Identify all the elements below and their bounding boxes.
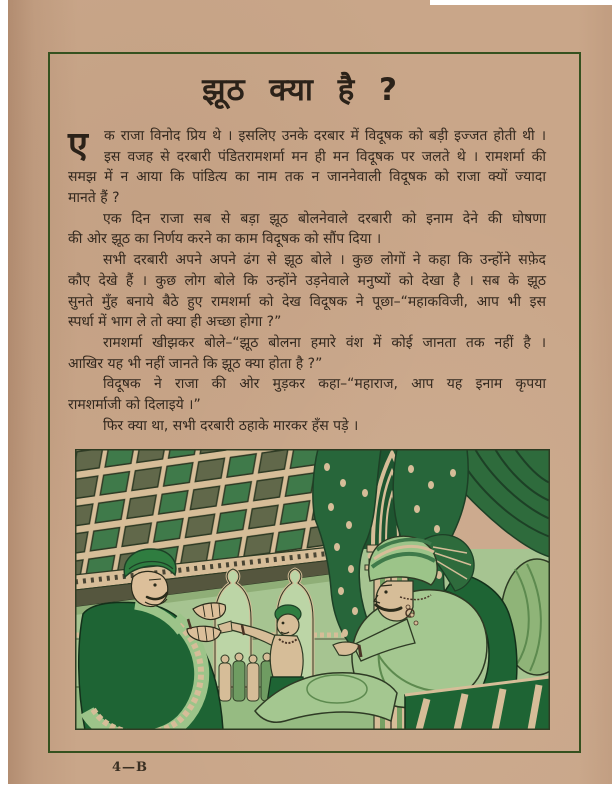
printer-signature: 4—B (112, 760, 149, 775)
text-line: इस वजह से दरबारी पंडितरामशर्मा मन ही मन विदूषक पर जलते थे । रामशर्मा की (104, 148, 546, 165)
court-scene-illustration (75, 449, 550, 730)
drop-cap: ए (68, 125, 88, 166)
paragraph-5 (68, 374, 546, 415)
text-line: क राजा विनोद प्रिय थे । इसलिए उनके दरबार में विदूषक को बड़ी इज्जत होती थी । (104, 128, 546, 144)
text-line: कौए देखे हैं । कुछ लोग बोले कि उन्होंने उड़नेवाले मनुष्यों को देखा है । सब के झूठ (68, 272, 546, 289)
text-line: रामशर्मा खीझकर बोले–“झूठ बोलना हमारे वंश में कोई जानता तक नहीं है । (103, 334, 546, 351)
paragraph-1 (68, 126, 546, 209)
text-line: रामशर्माजी को दिलाइये ।” (68, 396, 201, 413)
page-title: झूठ क्या है ? (202, 72, 398, 108)
text-line: विदूषक ने राजा की ओर मुड़कर कहा–“महाराज, आप यह इनाम कृपया (103, 376, 546, 393)
text-line: सुनते मुँह बनाये बैठे हुए रामशर्मा को देख विदूषक ने पूछा–“महाकविजी, आप भी इस (68, 293, 546, 310)
court-illustration-svg (75, 449, 550, 730)
paragraph-6 (68, 416, 546, 437)
text-line: एक दिन राजा सब से बड़ा झूठ बोलनेवाले दरबारी को इनाम देने की घोषणा (103, 210, 546, 227)
paragraph-2 (68, 209, 546, 250)
paragraph-4 (68, 333, 546, 374)
story-text (68, 126, 546, 436)
text-line: फिर क्या था, सभी दरबारी ठहाके मारकर हँस पड़े । (103, 417, 359, 434)
text-line: की ओर झूठ का निर्णय करने का काम विदूषक को सौंप दिया । (68, 231, 382, 248)
text-line: सभी दरबारी अपने अपने ढंग से झूठ बोले । कुछ लोगों ने कहा कि उन्होंने सफ़ेद (103, 252, 546, 269)
text-line: मानते हैं ? (68, 190, 120, 207)
text-line: समझ में न आया कि पांडित्य का नाम तक न जाननेवाली विदूषक को राजा क्यों ज्यादा (68, 169, 546, 186)
text-line: स्पर्धा में भाग ले तो क्या ही अच्छा होगा ?” (68, 314, 282, 331)
text-line: आखिर यह भी नहीं जानते कि झूठ क्या होता है ?” (68, 355, 323, 372)
paragraph-3 (68, 250, 546, 333)
scan-edge (430, 0, 612, 5)
